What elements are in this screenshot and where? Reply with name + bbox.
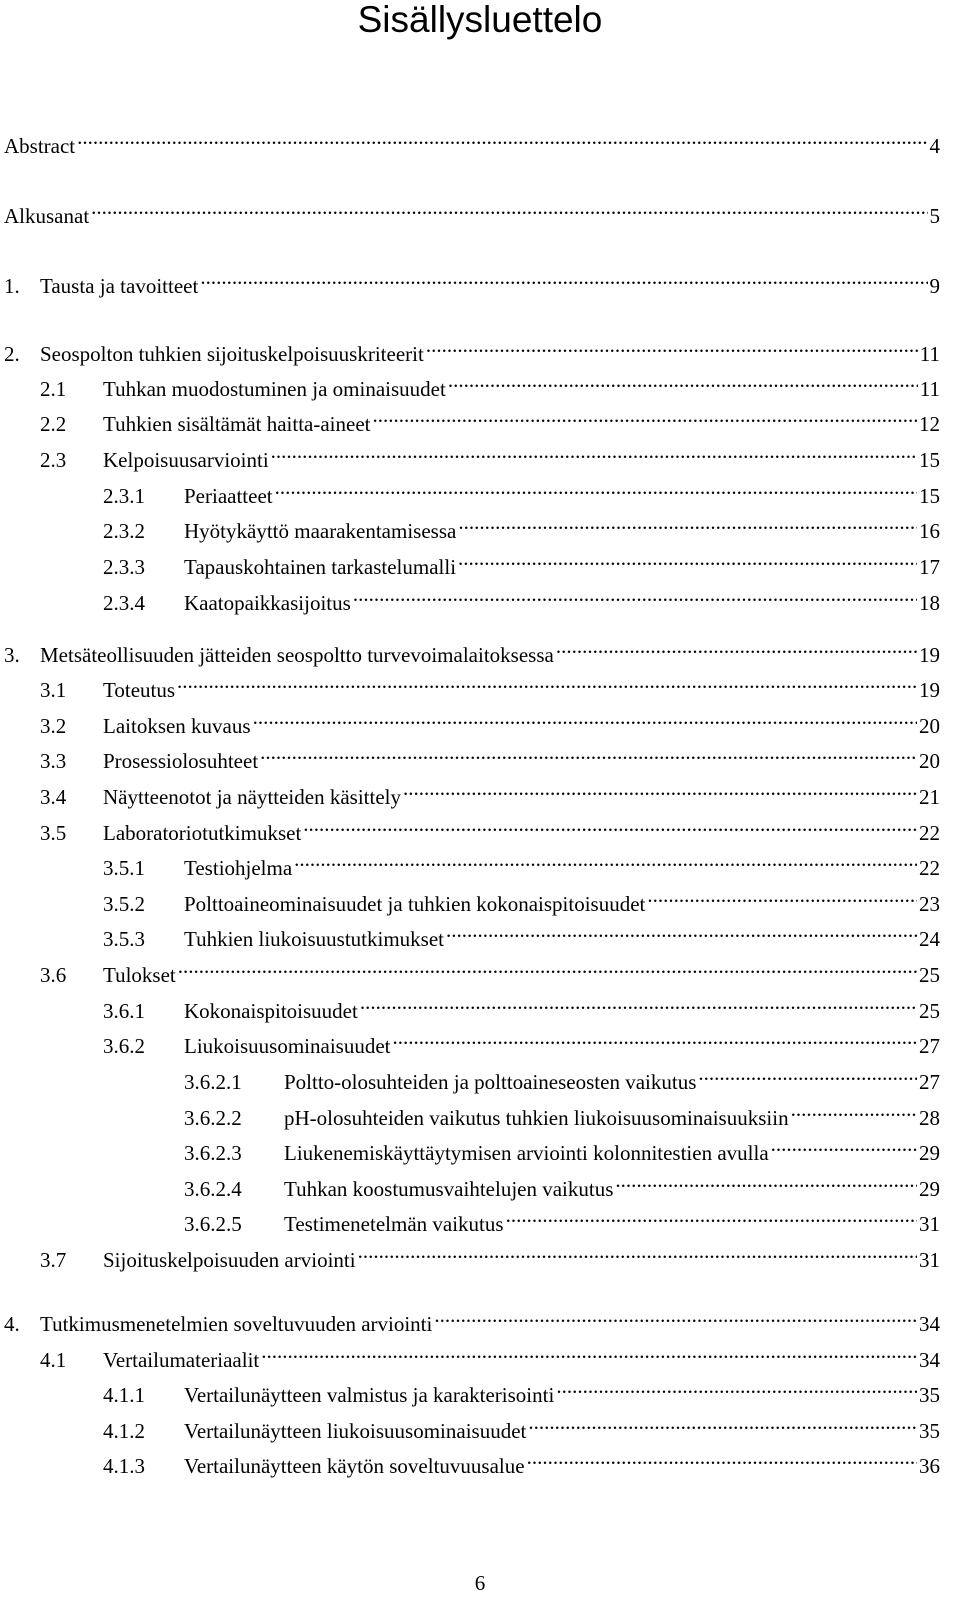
toc-entry-title: Vertailunäytteen liukoisuusominaisuudet: [184, 1419, 527, 1443]
toc-entry[interactable]: [184, 1134, 940, 1166]
toc-entry[interactable]: [40, 405, 940, 437]
toc-entry-page: 34: [919, 1348, 940, 1372]
toc-entry-page: 36: [919, 1454, 940, 1478]
toc-entry-title: Laitoksen kuvaus: [103, 714, 251, 738]
toc-entry-title: Tuhkan koostumusvaihtelujen vaikutus: [284, 1177, 614, 1201]
toc-entry-title: Hyötykäyttö maarakentamisessa: [184, 519, 457, 543]
toc-entry-number: 3.6.2: [103, 1034, 145, 1058]
toc-entry[interactable]: [4, 127, 940, 159]
toc-entry-number: 3.5.1: [103, 856, 145, 880]
toc-entry-page: 28: [919, 1106, 940, 1130]
toc-entry-page: 29: [919, 1141, 940, 1165]
toc-dot-leader: [177, 671, 917, 697]
toc-dot-leader: [556, 1376, 917, 1402]
toc-entry-page: 21: [919, 785, 940, 809]
toc-entry-number: 2.3.1: [103, 484, 145, 508]
toc-entry-page: 31: [919, 1212, 940, 1236]
toc-entry-number: 3.1: [40, 678, 67, 702]
toc-entry-page: 34: [919, 1312, 940, 1336]
toc-entry-title: Tuhkien liukoisuustutkimukset: [184, 927, 445, 951]
toc-dot-leader: [275, 477, 917, 503]
toc-entry-title: Liukoisuusominaisuudet: [184, 1034, 391, 1058]
toc-entry-number: 3.: [4, 643, 20, 667]
toc-entry-number: 4.1.2: [103, 1419, 145, 1443]
toc-entry-page: 15: [919, 484, 940, 508]
toc-entry[interactable]: [184, 1099, 940, 1131]
toc-entry[interactable]: [40, 742, 940, 774]
toc-dot-leader: [771, 1134, 917, 1160]
toc-entry-title: Prosessiolosuhteet: [103, 749, 259, 773]
toc-dot-leader: [647, 885, 917, 911]
toc-entry-number: 3.4: [40, 785, 67, 809]
toc-dot-leader: [426, 335, 918, 361]
toc-entry[interactable]: [103, 885, 940, 917]
toc-entry-page: 12: [919, 412, 940, 436]
toc-dot-leader: [458, 512, 917, 538]
toc-entry-number: 4.1.1: [103, 1383, 145, 1407]
toc-dot-leader: [200, 267, 927, 293]
toc-dot-leader: [446, 920, 917, 946]
toc-dot-leader: [698, 1063, 917, 1089]
toc-dot-leader: [458, 548, 917, 574]
toc-entry-page: 15: [919, 448, 940, 472]
toc-entry-page: 11: [919, 377, 940, 401]
toc-entry-number: 3.5.2: [103, 892, 145, 916]
toc-entry-title: Kaatopaikkasijoitus: [184, 591, 351, 615]
toc-entry-title: Tulokset: [103, 963, 176, 987]
toc-entry-page: 20: [919, 714, 940, 738]
toc-entry-page: 31: [919, 1248, 940, 1272]
toc-entry-title: Sijoituskelpoisuuden arviointi: [103, 1248, 356, 1272]
toc-entry-number: 3.7: [40, 1248, 67, 1272]
toc-entry-page: 20: [919, 749, 940, 773]
toc-entry[interactable]: [184, 1170, 940, 1202]
toc-entry-title: Testiohjelma: [184, 856, 293, 880]
toc-entry[interactable]: [4, 197, 940, 229]
toc-entry-page: 11: [919, 342, 940, 366]
toc-entry[interactable]: [40, 671, 940, 703]
toc-entry[interactable]: [4, 1305, 940, 1337]
toc-entry-title: Kelpoisuusarviointi: [103, 448, 269, 472]
toc-entry-title: Tausta ja tavoitteet: [40, 274, 199, 298]
toc-entry-number: 3.6.2.1: [184, 1070, 242, 1094]
toc-entry-title: pH-olosuhteiden vaikutus tuhkien liukoisuusominaisuuksiin: [284, 1106, 789, 1130]
toc-dot-leader: [615, 1170, 917, 1196]
toc-dot-leader: [253, 707, 917, 733]
toc-dot-leader: [261, 1341, 917, 1367]
toc-dot-leader: [178, 956, 917, 982]
page-number: 6: [474, 1571, 486, 1595]
toc-entry-page: 24: [919, 927, 940, 951]
toc-entry-page: 19: [919, 643, 940, 667]
toc-entry-title: Tutkimusmenetelmien soveltuvuuden arviointi: [40, 1312, 433, 1336]
toc-entry-title: Seospolton tuhkien sijoituskelpoisuuskriteerit: [40, 342, 424, 366]
toc-dot-leader: [506, 1205, 917, 1231]
toc-dot-leader: [271, 441, 917, 467]
toc-entry[interactable]: [103, 992, 940, 1024]
toc-dot-leader: [434, 1305, 917, 1331]
toc-entry-number: 3.2: [40, 714, 67, 738]
toc-entry-page: 27: [919, 1034, 940, 1058]
toc-entry[interactable]: [40, 370, 940, 402]
toc-entry-page: 25: [919, 963, 940, 987]
toc-entry[interactable]: [103, 849, 940, 881]
toc-entry[interactable]: [40, 814, 940, 846]
toc-entry-number: 2.3.2: [103, 519, 145, 543]
toc-entry-number: 3.6.2.3: [184, 1141, 242, 1165]
toc-entry-page: 35: [919, 1419, 940, 1443]
toc-entry-page: 22: [919, 821, 940, 845]
toc-entry[interactable]: [4, 267, 940, 299]
toc-entry-number: 4.: [4, 1312, 20, 1336]
toc-entry-page: 18: [919, 591, 940, 615]
toc-entry-page: 27: [919, 1070, 940, 1094]
toc-entry[interactable]: [103, 1376, 940, 1408]
toc-entry[interactable]: [40, 956, 940, 988]
toc-entry-title: Vertailunäytteen käytön soveltuvuusalue: [184, 1454, 525, 1478]
toc-entry-page: 17: [919, 555, 940, 579]
toc-entry-number: 4.1.3: [103, 1454, 145, 1478]
toc-entry-title: Polttoaineominaisuudet ja tuhkien kokonaispitoisuudet: [184, 892, 646, 916]
toc-entry[interactable]: [103, 1027, 940, 1059]
toc-entry-title: Tapauskohtainen tarkastelumalli: [184, 555, 457, 579]
toc-entry-page: 22: [919, 856, 940, 880]
toc-entry-number: 2.3: [40, 448, 67, 472]
toc-entry[interactable]: [40, 1241, 940, 1273]
toc-entry-title: Testimenetelmän vaikutus: [284, 1212, 504, 1236]
toc-dot-leader: [358, 1241, 917, 1267]
toc-entry-number: 2.1: [40, 377, 67, 401]
toc-entry-number: 3.6.2.4: [184, 1177, 242, 1201]
toc-entry[interactable]: [103, 548, 940, 580]
toc-dot-leader: [91, 197, 927, 223]
toc-entry[interactable]: [4, 335, 940, 367]
toc-entry-page: 4: [929, 134, 940, 158]
toc-entry-title: Abstract: [4, 134, 76, 158]
toc-entry[interactable]: [40, 707, 940, 739]
toc-entry-page: 19: [919, 678, 940, 702]
toc-entry[interactable]: [103, 1412, 940, 1444]
toc-dot-leader: [791, 1099, 917, 1125]
toc-entry-number: 3.6: [40, 963, 67, 987]
toc-entry[interactable]: [184, 1205, 940, 1237]
toc-entry-number: 2.2: [40, 412, 67, 436]
toc-entry-number: 3.6.2.2: [184, 1106, 242, 1130]
toc-entry-title: Metsäteollisuuden jätteiden seospoltto turvevoimalaitoksessa: [40, 643, 554, 667]
toc-entry-number: 4.1: [40, 1348, 67, 1372]
toc-dot-leader: [448, 370, 918, 396]
toc-entry-number: 3.3: [40, 749, 67, 773]
toc-entry-title: Poltto-olosuhteiden ja polttoaineseosten vaikutus: [284, 1070, 697, 1094]
toc-dot-leader: [294, 849, 917, 875]
toc-entry-title: Tuhkien sisältämät haitta-aineet: [103, 412, 371, 436]
toc-entry-number: 2.3.3: [103, 555, 145, 579]
toc-dot-leader: [303, 814, 917, 840]
toc-entry[interactable]: [103, 512, 940, 544]
toc-entry[interactable]: [103, 584, 940, 616]
toc-entry-title: Vertailunäytteen valmistus ja karakterisointi: [184, 1383, 555, 1407]
toc-entry-page: 23: [919, 892, 940, 916]
toc-entry[interactable]: [103, 920, 940, 952]
toc-entry-title: Alkusanat: [4, 204, 90, 228]
toc-entry[interactable]: [103, 477, 940, 509]
toc-entry-number: 2.: [4, 342, 20, 366]
toc-dot-leader: [403, 778, 917, 804]
page-title: Sisällysluettelo: [357, 0, 603, 40]
toc-entry-number: 3.5: [40, 821, 67, 845]
toc-dot-leader: [77, 127, 927, 153]
toc-entry-title: Vertailumateriaalit: [103, 1348, 260, 1372]
toc-entry[interactable]: [40, 778, 940, 810]
toc-entry-number: 2.3.4: [103, 591, 145, 615]
toc-dot-leader: [393, 1027, 918, 1053]
toc-entry-page: 16: [919, 519, 940, 543]
toc-entry-title: Kokonaispitoisuudet: [184, 999, 358, 1023]
toc-dot-leader: [360, 992, 917, 1018]
toc-entry-title: Laboratoriotutkimukset: [103, 821, 302, 845]
toc-dot-leader: [373, 405, 918, 431]
toc-entry-page: 5: [929, 204, 940, 228]
toc-entry-number: 3.5.3: [103, 927, 145, 951]
toc-entry[interactable]: [103, 1447, 940, 1479]
toc-entry-page: 25: [919, 999, 940, 1023]
toc-entry-title: Näytteenotot ja näytteiden käsittely: [103, 785, 401, 809]
toc-entry[interactable]: [40, 1341, 940, 1373]
toc-entry[interactable]: [40, 441, 940, 473]
toc-dot-leader: [528, 1412, 917, 1438]
toc-dot-leader: [527, 1447, 917, 1473]
toc-entry-title: Toteutus: [103, 678, 176, 702]
toc-entry-title: Liukenemiskäyttäytymisen arviointi kolonnitestien avulla: [284, 1141, 769, 1165]
toc-dot-leader: [353, 584, 917, 610]
toc-entry-title: Periaatteet: [184, 484, 273, 508]
toc-entry-number: 3.6.2.5: [184, 1212, 242, 1236]
toc-entry-page: 35: [919, 1383, 940, 1407]
toc-entry-number: 3.6.1: [103, 999, 145, 1023]
toc-dot-leader: [556, 636, 917, 662]
toc-entry-number: 1.: [4, 274, 20, 298]
toc-entry[interactable]: [4, 636, 940, 668]
toc-dot-leader: [260, 742, 917, 768]
toc-entry-title: Tuhkan muodostuminen ja ominaisuudet: [103, 377, 446, 401]
toc-entry-page: 9: [929, 274, 940, 298]
toc-entry-page: 29: [919, 1177, 940, 1201]
toc-entry[interactable]: [184, 1063, 940, 1095]
